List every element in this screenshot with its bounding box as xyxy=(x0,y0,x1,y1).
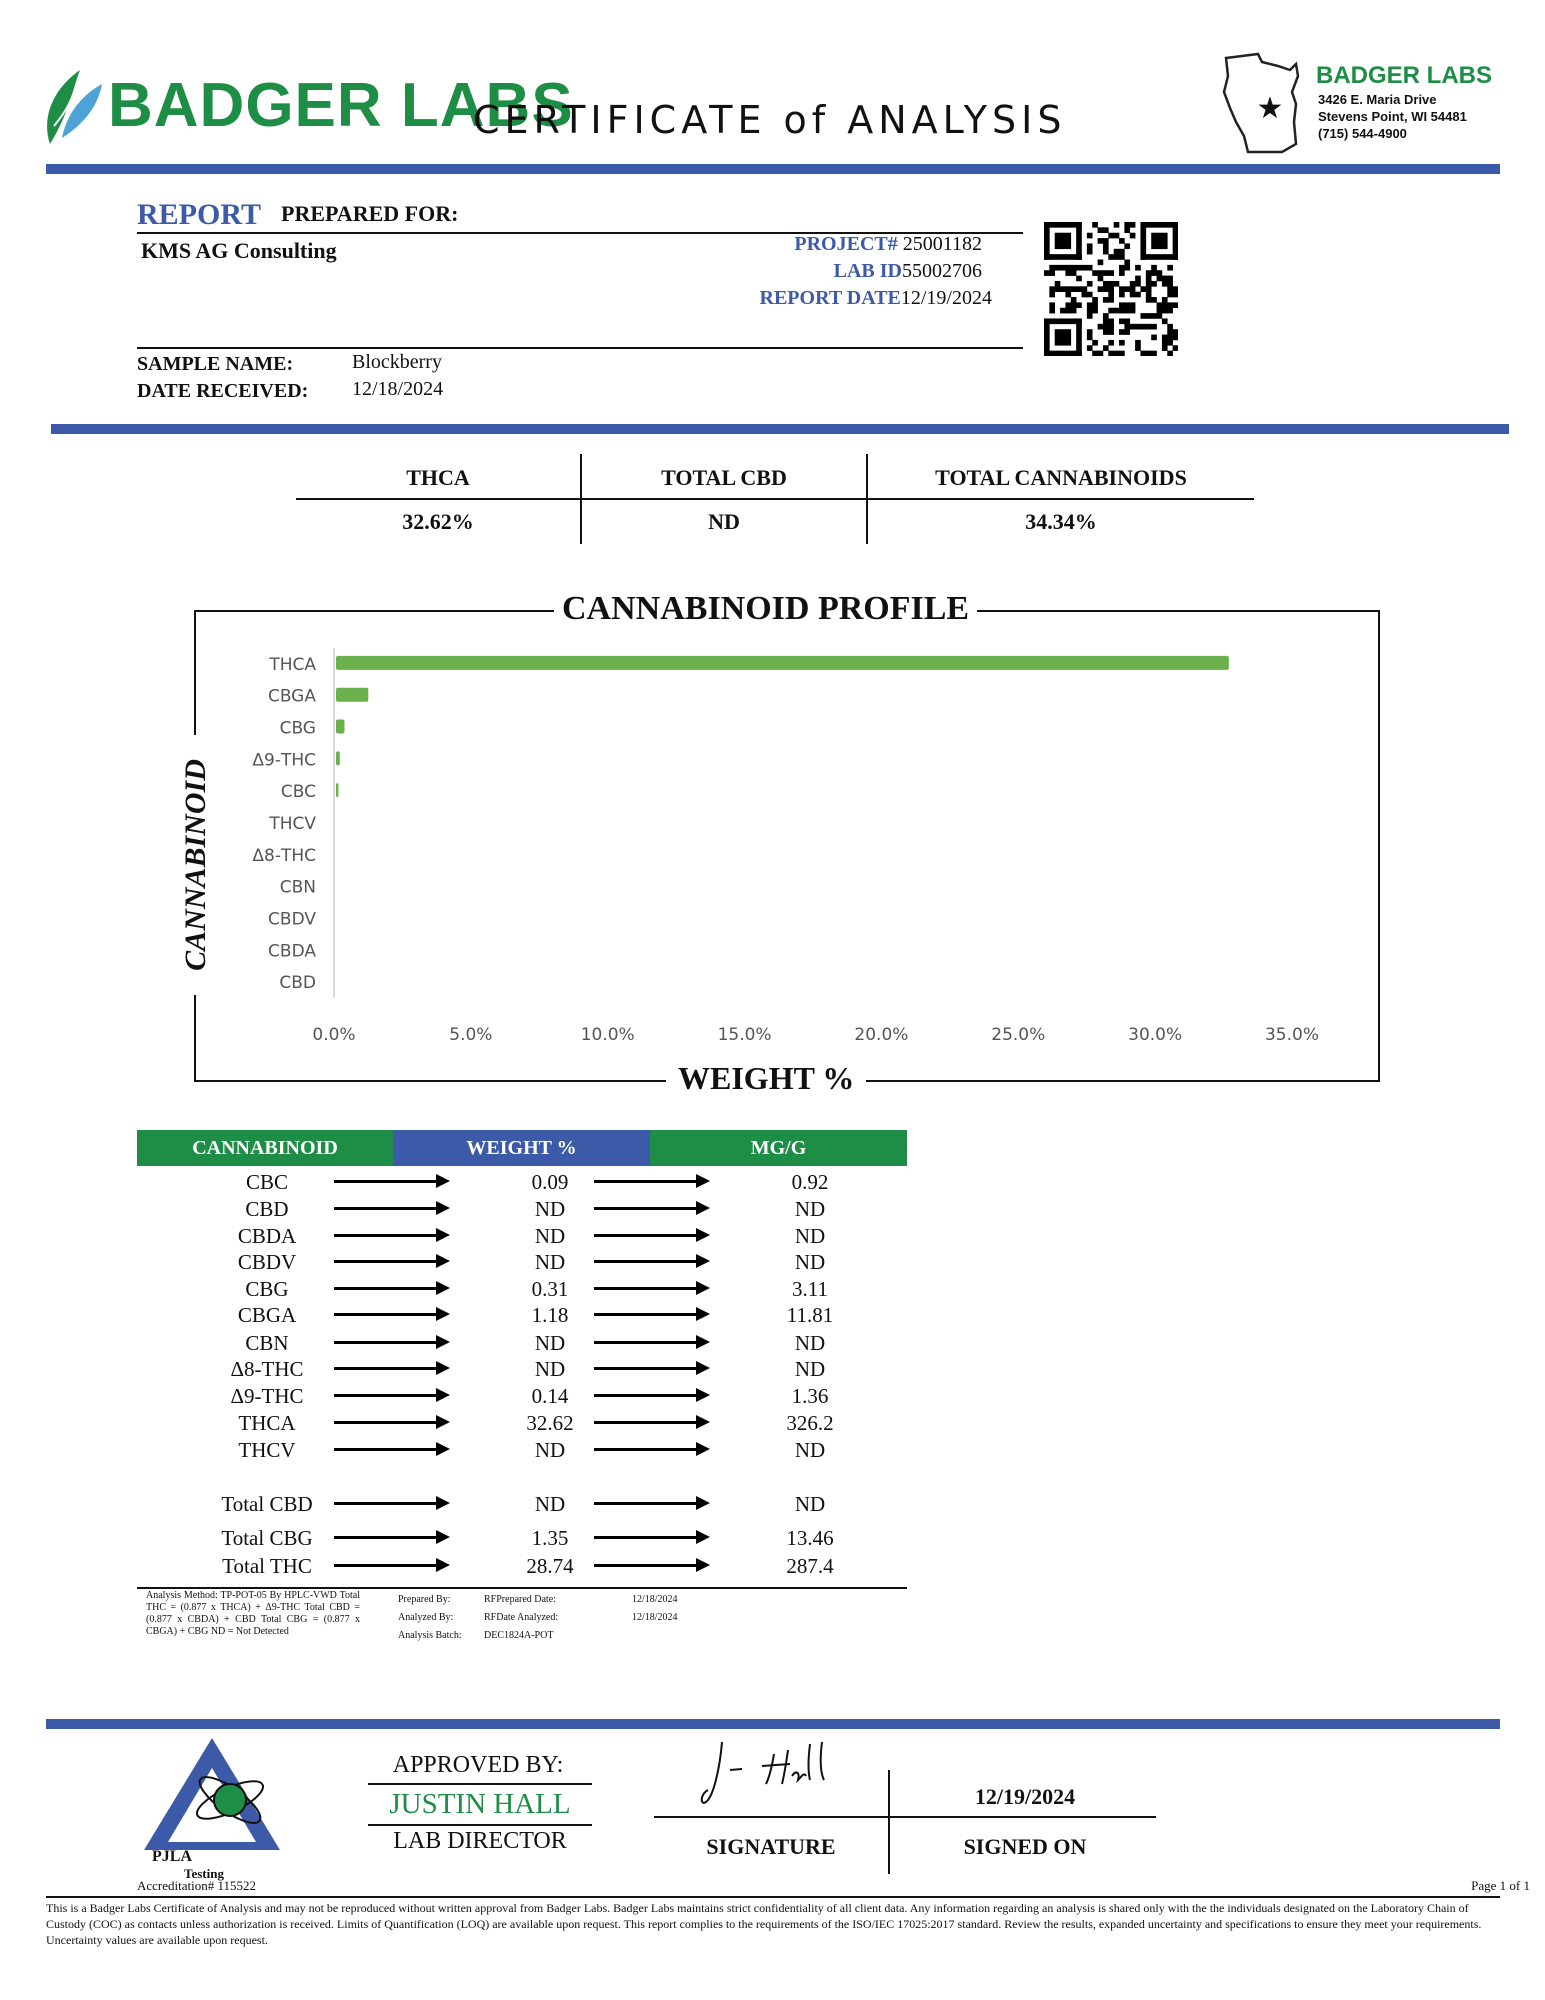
summary-table xyxy=(296,454,1254,544)
cannabinoid-name: Total CBD xyxy=(221,1492,313,1516)
cannabinoid-name: CBG xyxy=(245,1277,289,1301)
batch-value: DEC1824A-POT xyxy=(484,1630,554,1641)
analysis-method: Analysis Method: TP-POT-05 By HPLC-VWD Total THC = (0.877 x THCA) + Δ9-THC Total CBD = (0.877 x CBDA) + CBD Total CBG = (0.877 x CBGA) + CBG ND = Not Detected xyxy=(146,1590,360,1637)
cannabinoid-name: CBDA xyxy=(237,1224,297,1248)
cannabinoid-name: CBN xyxy=(245,1331,289,1355)
x-tick-label: 5.0% xyxy=(449,1025,493,1045)
footer-rule xyxy=(46,1896,1500,1898)
weight-value: ND xyxy=(534,1438,566,1462)
cannabinoid-name: CBC xyxy=(245,1170,289,1194)
summary-thca-label: THCA xyxy=(406,465,470,490)
report-date-value: 12/19/2024 xyxy=(900,287,992,309)
lab-address-line1: 3426 E. Maria Drive xyxy=(1318,92,1437,107)
table-row xyxy=(137,1331,907,1355)
approved-by-label: APPROVED BY: xyxy=(392,1752,564,1778)
report-word: REPORT xyxy=(137,198,261,231)
header-divider xyxy=(46,164,1500,174)
prepared-by-value xyxy=(484,1594,556,1606)
weight-value: 1.18 xyxy=(531,1303,569,1327)
mg-value: 3.11 xyxy=(792,1277,828,1301)
date-received-value: 12/18/2024 xyxy=(352,378,444,400)
bar-cbg xyxy=(336,720,344,734)
qr-code[interactable] xyxy=(1044,222,1178,356)
summary-thca-value: 32.62% xyxy=(402,509,474,534)
mg-value: ND xyxy=(794,1438,826,1462)
lab-id-value: 55002706 xyxy=(902,260,982,282)
accreditation-number: Accreditation# 115522 xyxy=(137,1878,257,1893)
category-label: THCA xyxy=(269,654,316,675)
category-label: CBG xyxy=(279,718,316,739)
info-bottom-rule xyxy=(137,347,1023,349)
approver-name: JUSTIN HALL xyxy=(389,1788,571,1820)
table-header-cannabinoid: CANNABINOID xyxy=(137,1130,393,1166)
leaf-logo-icon xyxy=(40,66,104,146)
analyzed-by-label: Analyzed By: xyxy=(398,1612,454,1623)
mg-value: 11.81 xyxy=(786,1303,834,1327)
signed-on-label: SIGNED ON xyxy=(963,1834,1087,1859)
approver-rule xyxy=(368,1824,592,1826)
mg-value: ND xyxy=(794,1357,826,1381)
table-row xyxy=(137,1526,907,1550)
category-label: CBC xyxy=(280,782,316,803)
summary-total-cannabinoids-label: TOTAL CANNABINOIDS xyxy=(935,465,1187,490)
lab-id xyxy=(600,260,982,283)
category-label: CBN xyxy=(279,877,316,898)
table-row xyxy=(137,1554,907,1578)
summary-rule xyxy=(296,498,1254,500)
weight-value: 32.62 xyxy=(526,1411,574,1435)
summary-total-cbd-value: ND xyxy=(708,509,740,534)
mg-value: 326.2 xyxy=(786,1411,834,1435)
weight-value: 28.74 xyxy=(526,1554,574,1578)
chart-title: CANNABINOID PROFILE xyxy=(554,590,977,628)
weight-value: ND xyxy=(534,1331,566,1355)
approver-title: LAB DIRECTOR xyxy=(393,1828,567,1854)
mg-value: 13.46 xyxy=(786,1526,834,1550)
table-row xyxy=(137,1411,907,1435)
cannabinoid-name: CBDV xyxy=(237,1250,297,1274)
signature-rule xyxy=(654,1816,1156,1818)
sample-name-value: Blockberry xyxy=(352,351,442,373)
prepared-by-label: Prepared By: xyxy=(398,1594,451,1605)
mg-value: 287.4 xyxy=(786,1554,834,1578)
table-row xyxy=(137,1438,907,1462)
footer-disclaimer: This is a Badger Labs Certificate of Analysis and may not be reproduced without written approval from Badger Labs. Badger Labs maintains strict confidentiality of all client data. Any information regarding an analysis is shared only with the the individuals designated on the Laboratory Chain of Custody (COC) as contacts unless authorization is received. Limits of Quantification (LOQ) are available upon request. This report complies to the requirements of the ISO/IEC 17025:2017 standard. Review the results, expanded uncertainty and specifications to ensure they meet your requirements. Uncertainty values are available upon request. xyxy=(46,1901,1482,1947)
cannabinoid-name: Total THC xyxy=(222,1554,312,1578)
weight-value: ND xyxy=(534,1492,566,1516)
cannabinoid-name: Δ9-THC xyxy=(230,1384,304,1408)
table-row xyxy=(137,1250,907,1274)
lab-name: BADGER LABS xyxy=(1316,62,1493,89)
weight-value: ND xyxy=(534,1224,566,1248)
chart-ylabel: CANNABINOID xyxy=(179,735,213,995)
weight-value: 0.31 xyxy=(531,1277,569,1301)
cannabinoid-name: THCV xyxy=(238,1438,296,1462)
lab-address-line2: Stevens Point, WI 54481 xyxy=(1318,109,1467,124)
prepared-date-value: 12/18/2024 xyxy=(632,1594,678,1605)
mg-value: ND xyxy=(794,1250,826,1274)
project-value: 25001182 xyxy=(902,233,982,255)
cannabinoid-name: CBGA xyxy=(237,1303,297,1327)
mg-value: 1.36 xyxy=(791,1384,829,1408)
x-tick-label: 15.0% xyxy=(717,1025,772,1045)
pjla-logo xyxy=(140,1734,284,1858)
weight-value: ND xyxy=(534,1197,566,1221)
page-title: CERTIFICATE of ANALYSIS xyxy=(473,98,1067,142)
x-tick-label: 20.0% xyxy=(854,1025,909,1045)
cannabinoid-name: CBD xyxy=(245,1197,289,1221)
lab-id-label: LAB ID xyxy=(833,260,902,282)
cannabinoid-name: Δ8-THC xyxy=(230,1357,304,1381)
qr-code-icon xyxy=(1044,222,1178,356)
weight-value: 0.09 xyxy=(531,1170,569,1194)
mg-value: ND xyxy=(794,1492,826,1516)
x-tick-label: 35.0% xyxy=(1264,1025,1320,1045)
summary-total-cbd-label: TOTAL CBD xyxy=(661,465,787,490)
mg-value: ND xyxy=(794,1331,826,1355)
page-number: Page 1 of 1 xyxy=(1471,1878,1530,1893)
table-header-mg: MG/G xyxy=(650,1130,907,1166)
x-tick-label: 10.0% xyxy=(580,1025,635,1045)
report-date-label: REPORT DATE xyxy=(759,287,901,309)
table-row xyxy=(137,1170,907,1194)
category-label: CBDV xyxy=(268,909,316,930)
x-tick-label: 0.0% xyxy=(312,1025,356,1045)
date-analyzed-value: 12/18/2024 xyxy=(632,1612,678,1623)
table-row xyxy=(137,1277,907,1301)
x-tick-label: 25.0% xyxy=(991,1025,1046,1045)
table-row xyxy=(137,1197,907,1221)
table-row xyxy=(137,1303,907,1327)
date-received-label: DATE RECEIVED: xyxy=(137,380,309,402)
category-label: THCV xyxy=(269,814,316,834)
table-row xyxy=(137,1224,907,1248)
analyzed-by-value xyxy=(484,1612,558,1624)
mg-value: ND xyxy=(794,1224,826,1248)
report-date xyxy=(600,287,992,310)
pjla-accreditation-icon xyxy=(140,1734,284,1858)
bar-thca xyxy=(336,656,1229,670)
table-row xyxy=(137,1492,907,1516)
logo-text: BADGER LABS xyxy=(108,71,574,140)
cannabinoid-bar-chart xyxy=(220,640,1320,1060)
table-row xyxy=(137,1357,907,1381)
weight-value: 1.35 xyxy=(531,1526,569,1550)
summary-total-cannabinoids-value: 34.34% xyxy=(1025,509,1097,534)
batch-label: Analysis Batch: xyxy=(398,1630,462,1641)
prepared-for-label: PREPARED FOR: xyxy=(281,201,459,226)
category-label: CBDA xyxy=(268,941,316,962)
cannabinoid-name: THCA xyxy=(238,1411,296,1435)
svg-text:★: ★ xyxy=(1256,91,1284,126)
sample-name-label: SAMPLE NAME: xyxy=(137,353,294,375)
pjla-label: PJLA xyxy=(152,1848,192,1865)
bar-δ9-thc xyxy=(336,751,340,765)
wisconsin-map-icon xyxy=(1218,52,1308,156)
lab-phone: (715) 544-4900 xyxy=(1318,126,1407,141)
logo xyxy=(40,66,104,146)
weight-value: 0.14 xyxy=(531,1384,569,1408)
approved-by-rule xyxy=(368,1783,592,1785)
project-label: PROJECT# xyxy=(794,233,898,255)
category-label: CBGA xyxy=(267,686,316,707)
cannabinoid-name: Total CBG xyxy=(221,1526,313,1550)
pjla-testing: Testing xyxy=(184,1866,224,1881)
client-name: KMS AG Consulting xyxy=(141,238,337,263)
mg-value: 0.92 xyxy=(791,1170,829,1194)
bar-cbc xyxy=(336,783,338,797)
signed-on-value: 12/19/2024 xyxy=(974,1784,1076,1809)
weight-value: ND xyxy=(534,1250,566,1274)
prepared-date-label: Prepared Date: xyxy=(496,1594,556,1605)
category-label: Δ9-THC xyxy=(252,750,316,771)
date-analyzed-label: Date Analyzed: xyxy=(496,1612,559,1623)
analyzed-by-initials: RF xyxy=(484,1612,497,1623)
prepared-by-initials: RF xyxy=(484,1594,497,1605)
table-header-weight: WEIGHT % xyxy=(393,1130,650,1166)
weight-value: ND xyxy=(534,1357,566,1381)
chart-xlabel: WEIGHT % xyxy=(666,1060,866,1097)
report-divider xyxy=(51,424,1509,434)
x-tick-label: 30.0% xyxy=(1128,1025,1183,1045)
category-label: Δ8-THC xyxy=(252,845,316,866)
project-number xyxy=(600,233,982,256)
handwritten-signature xyxy=(700,1736,860,1816)
signature-label: SIGNATURE xyxy=(706,1834,836,1859)
approval-divider xyxy=(46,1719,1500,1729)
category-label: CBD xyxy=(279,973,316,994)
bar-cbga xyxy=(336,688,368,702)
table-row xyxy=(137,1384,907,1408)
mg-value: ND xyxy=(794,1197,826,1221)
table-bottom-rule xyxy=(137,1587,907,1589)
